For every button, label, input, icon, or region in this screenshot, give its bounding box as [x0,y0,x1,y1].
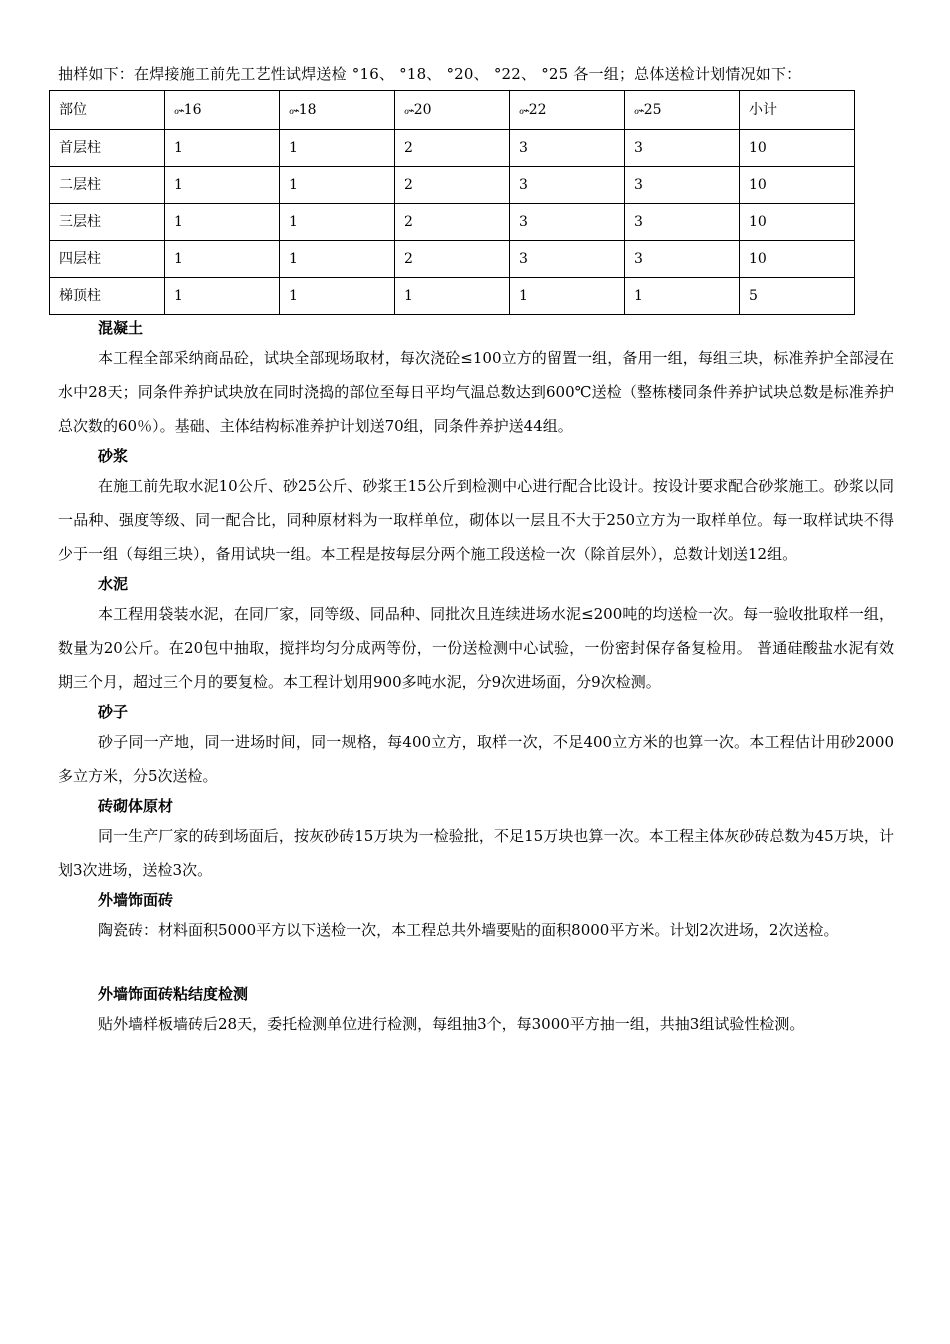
table-cell: 1 [280,241,395,278]
table-cell: 3 [510,167,625,204]
table-cell: 首层柱 [50,130,165,167]
section-body-mortar: 在施工前先取水泥10公斤、砂25公斤、砂浆王15公斤到检测中心进行配合比设计。按设计要求配合砂浆施工。砂浆以同一品种、强度等级、同一配合比，同种原材料为一取样单位，砌体以一层且不大于250立方为一取样单位。每一取样试块不得少于一组（每组三块），备用试块一组。本工程是按每层分两个施工段送检一次（除首层外），总数计划送12组。 [58,477,894,563]
table-cell: 3 [625,204,740,241]
section-body-brick: 同一生产厂家的砖到场面后，按灰砂砖15万块为一检验批，不足15万块也算一次。本工程主体灰砂砖总数为45万块，计划3次进场，送检3次。 [58,827,894,879]
table-cell: 二层柱 [50,167,165,204]
section-body-facade-tile: 陶瓷砖：材料面积5000平方以下送检一次，本工程总共外墙要贴的面积8000平方米。计划2次进场，2次送检。 [98,921,839,939]
rebar-symbol-icon: ℴ⌁ [519,103,529,117]
table-cell: 10 [740,130,855,167]
table-cell: 1 [280,167,395,204]
rebar-symbol-icon: ℴ⌁ [404,103,414,117]
intro-text: 抽样如下：在焊接施工前先工艺性试焊送检 °16、 °18、 °20、 °22、 °25 各一组；总体送检计划情况如下： [58,65,802,83]
table-cell: 1 [165,204,280,241]
table-cell: 1 [625,278,740,315]
table-cell: 10 [740,204,855,241]
table-cell: 四层柱 [50,241,165,278]
table-cell: 3 [625,241,740,278]
table-cell: 3 [510,130,625,167]
section-title-sand: 砂子 [98,703,129,721]
inspection-plan-table [49,90,855,315]
table-cell: 1 [280,278,395,315]
section-title-mortar: 砂浆 [98,447,129,465]
table-cell: 1 [165,278,280,315]
table-cell: 1 [165,241,280,278]
table-row [50,130,855,167]
table-cell: 10 [740,167,855,204]
table-cell: 10 [740,241,855,278]
table-row [50,167,855,204]
rebar-symbol-icon: ℴ⌁ [174,103,184,117]
header-cell: ℴ⌁16 [165,91,280,130]
blank-line [58,947,894,981]
table-cell: 3 [510,241,625,278]
table-cell: 3 [625,130,740,167]
section-title-concrete: 混凝土 [98,319,144,337]
section-title-facade-tile: 外墙饰面砖 [98,891,174,909]
table-cell: 1 [395,278,510,315]
table-row [50,278,855,315]
table-cell: 2 [395,130,510,167]
section-body-concrete: 本工程全部采纳商品砼，试块全部现场取材，每次浇砼≤100立方的留置一组，备用一组，每组三块，标准养护全部浸在水中28天；同条件养护试块放在同时浇捣的部位至每日平均气温总数达到600℃送检（整栋楼同条件养护试块总数是标准养护总次数的60％）。基础、主体结构标准养护计划送70组，同条件养护送44组。 [58,349,894,435]
table-cell: 三层柱 [50,204,165,241]
section-title-tile-bond-test: 外墙饰面砖粘结度检测 [98,985,249,1003]
table-cell: 2 [395,204,510,241]
table-cell: 1 [165,167,280,204]
table-cell: 梯顶柱 [50,278,165,315]
section-body-cement: 本工程用袋装水泥，在同厂家，同等级、同品种、同批次且连续进场水泥≤200吨的均送检一次。每一验收批取样一组，数量为20公斤。在20包中抽取，搅拌均匀分成两等份，一份送检测中心试验，一份密封保存备复检用。 普通硅酸盐水泥有效期三个月，超过三个月的要复检。本工程计划用900多吨水泥，分9次进场面，分9次检测。 [58,605,894,691]
header-cell: ℴ⌁22 [510,91,625,130]
table-header-row [50,91,855,130]
table-cell: 1 [510,278,625,315]
section-title-brick: 砖砌体原材 [98,797,174,815]
document-page [58,60,894,1041]
table-row [50,204,855,241]
table-cell: 3 [625,167,740,204]
table-cell: 5 [740,278,855,315]
section-body-sand: 砂子同一产地，同一进场时间，同一规格，每400立方，取样一次，不足400立方米的也算一次。本工程估计用砂2000多立方米，分5次送检。 [58,733,894,785]
table-cell: 1 [165,130,280,167]
rebar-symbol-icon: ℴ⌁ [289,103,299,117]
table-row [50,241,855,278]
header-cell: ℴ⌁18 [280,91,395,130]
header-cell: ℴ⌁20 [395,91,510,130]
table-cell: 2 [395,241,510,278]
header-cell: 部位 [50,91,165,130]
header-cell: 小计 [740,91,855,130]
rebar-symbol-icon: ℴ⌁ [634,103,644,117]
section-body-tile-bond-test: 贴外墙样板墙砖后28天，委托检测单位进行检测，每组抽3个，每3000平方抽一组，共抽3组试验性检测。 [98,1015,805,1033]
header-cell: ℴ⌁25 [625,91,740,130]
table-cell: 3 [510,204,625,241]
table-cell: 2 [395,167,510,204]
section-title-cement: 水泥 [98,575,129,593]
table-cell: 1 [280,204,395,241]
table-cell: 1 [280,130,395,167]
